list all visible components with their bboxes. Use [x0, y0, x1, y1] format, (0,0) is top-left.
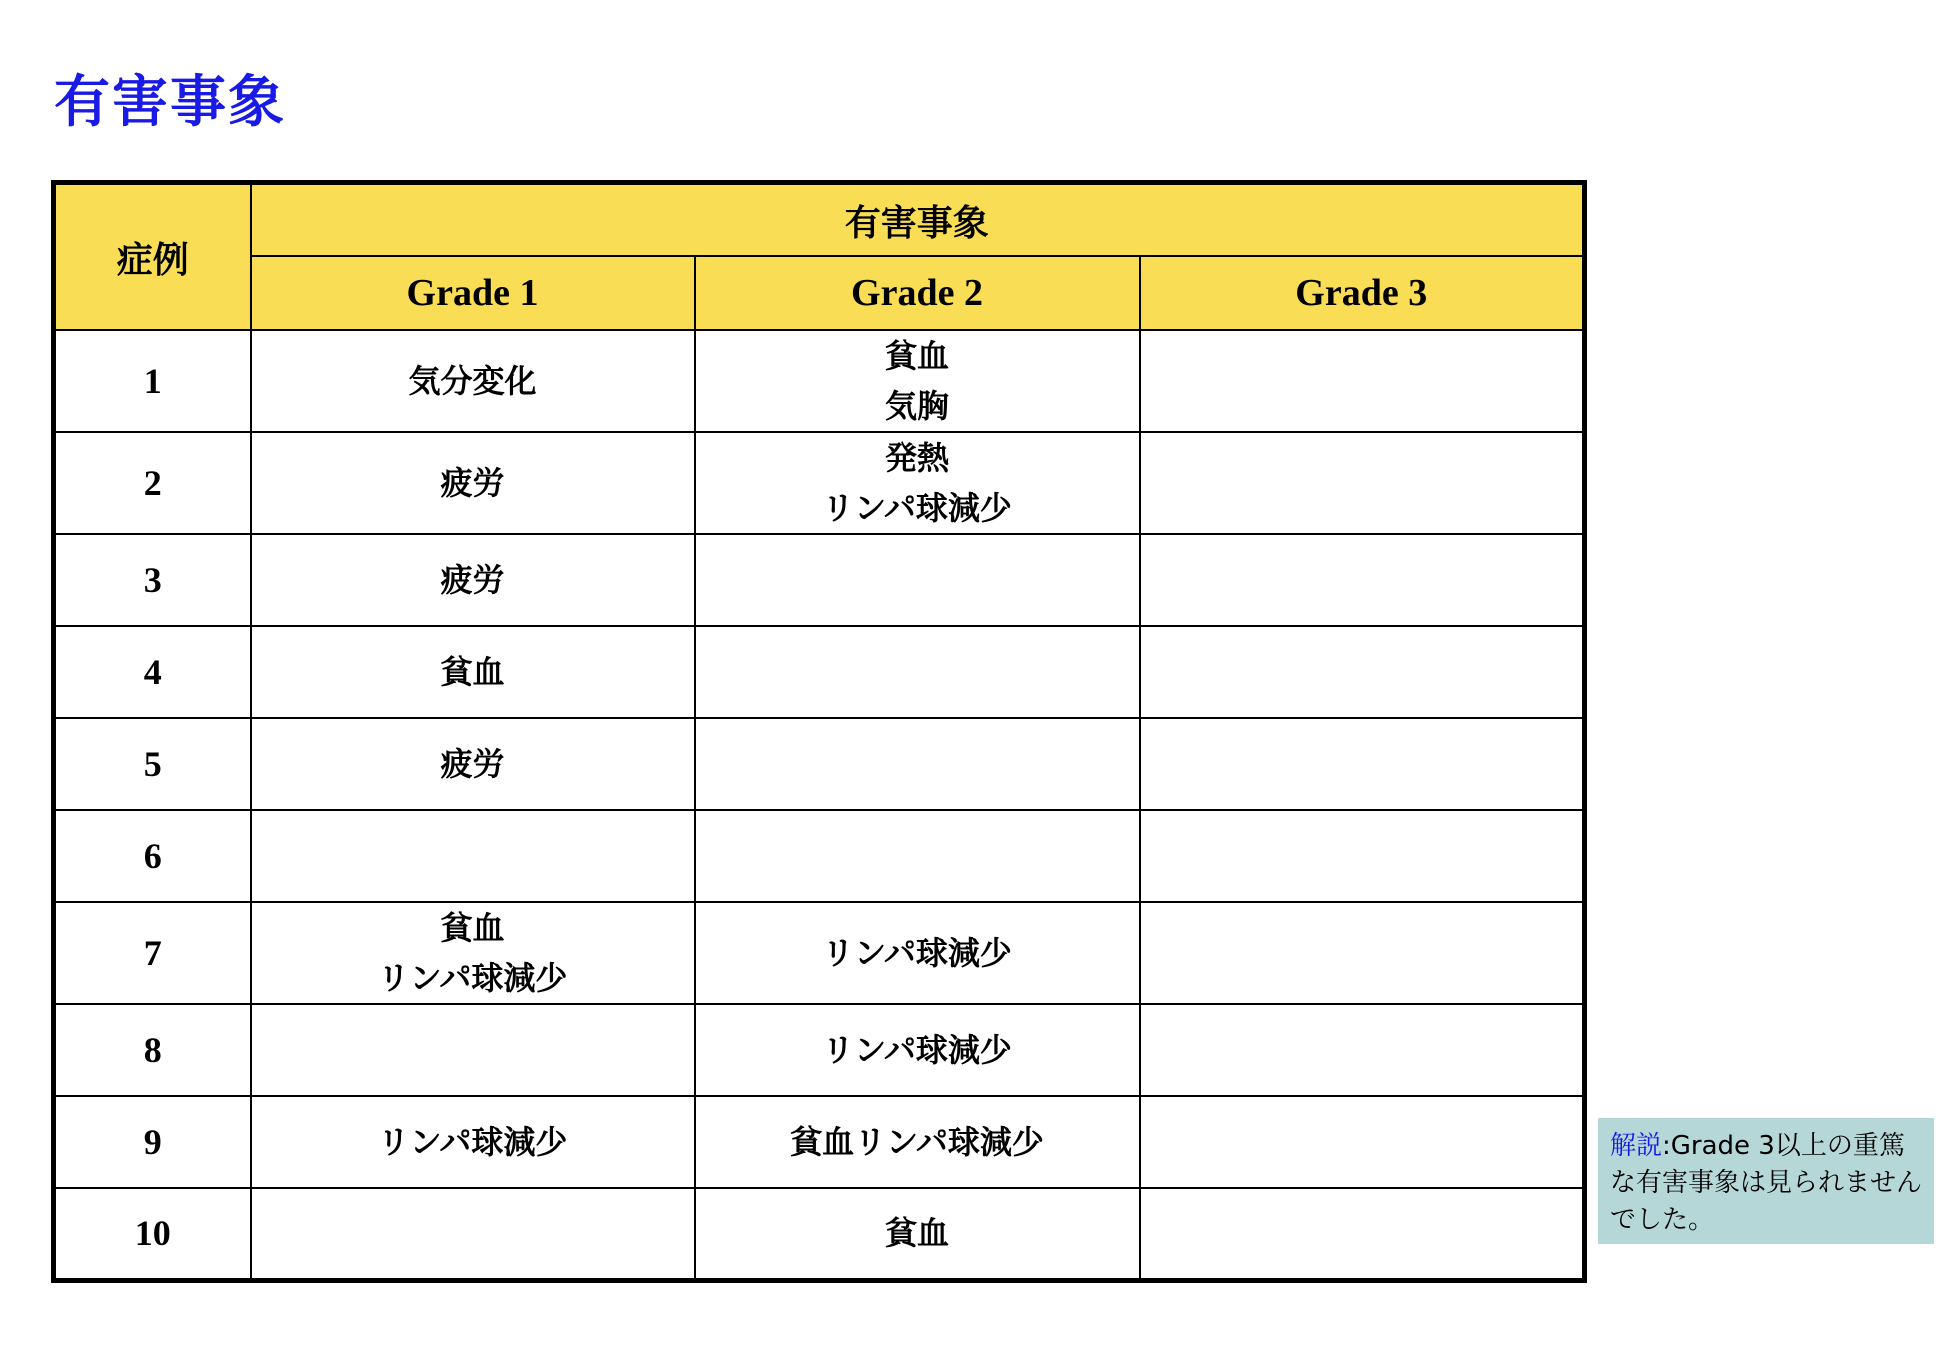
adverse-event-item: 貧血 [884, 337, 949, 375]
table-row [54, 626, 1585, 718]
grade-2-cell [695, 1188, 1140, 1280]
grade-3-cell [1140, 534, 1585, 626]
grade-3-header: Grade 3 [1140, 256, 1585, 330]
grade-1-cell [251, 718, 695, 810]
adverse-events-group-header: 有害事象 [251, 183, 1585, 257]
grade-2-cell [695, 330, 1140, 432]
table-row [54, 1096, 1585, 1188]
table-row [54, 1188, 1585, 1280]
adverse-event-item: リンパ球減少 [822, 1031, 1012, 1069]
case-number-cell: 6 [54, 810, 251, 902]
grade-2-cell [695, 718, 1140, 810]
table-row [54, 432, 1585, 534]
case-number-cell: 10 [54, 1188, 251, 1280]
grade-1-cell [251, 1096, 695, 1188]
grade-2-header: Grade 2 [695, 256, 1140, 330]
adverse-event-item: リンパ球減少 [822, 489, 1012, 527]
table-row [54, 330, 1585, 432]
page-title: 有害事象 [54, 70, 286, 135]
grade-1-cell [251, 1188, 695, 1280]
grade-3-cell [1140, 1188, 1585, 1280]
grade-1-cell [251, 432, 695, 534]
table-row [54, 1004, 1585, 1096]
table-row [54, 718, 1585, 810]
grade-2-cell [695, 432, 1140, 534]
grade-1-cell [251, 626, 695, 718]
grade-2-cell [695, 1096, 1140, 1188]
adverse-event-item: 発熱 [884, 439, 949, 477]
grade-3-cell [1140, 432, 1585, 534]
grade-3-cell [1140, 810, 1585, 902]
grade-3-cell [1140, 626, 1585, 718]
table-row [54, 534, 1585, 626]
note-text: :Grade 3以上の重篤な有害事象は見られませんでした。 [1610, 1131, 1923, 1235]
grade-1-cell [251, 1004, 695, 1096]
grade-3-cell [1140, 1096, 1585, 1188]
grade-3-cell [1140, 330, 1585, 432]
table-row [54, 902, 1585, 1004]
case-column-header: 症例 [54, 183, 251, 331]
grade-2-cell [695, 534, 1140, 626]
case-number-cell: 7 [54, 902, 251, 1004]
grade-2-cell [695, 810, 1140, 902]
adverse-event-item: 疲労 [440, 464, 505, 502]
note-box [1598, 1118, 1934, 1244]
adverse-event-item: 貧血 [440, 909, 505, 947]
grade-3-cell [1140, 718, 1585, 810]
case-number-cell: 1 [54, 330, 251, 432]
case-number-cell: 8 [54, 1004, 251, 1096]
grade-3-cell [1140, 1004, 1585, 1096]
table-body [54, 330, 1585, 1280]
case-number-cell: 5 [54, 718, 251, 810]
adverse-event-item: リンパ球減少 [377, 1123, 568, 1161]
adverse-events-table [51, 180, 1587, 1283]
adverse-event-item: リンパ球減少 [377, 959, 568, 997]
case-number-cell: 3 [54, 534, 251, 626]
grade-1-cell [251, 330, 695, 432]
table-row [54, 810, 1585, 902]
case-number-cell: 2 [54, 432, 251, 534]
adverse-event-item: リンパ球減少 [822, 934, 1012, 972]
grade-2-cell [695, 626, 1140, 718]
grade-2-cell [695, 1004, 1140, 1096]
adverse-event-item: 疲労 [440, 561, 505, 599]
adverse-event-item: 貧血 [440, 653, 505, 691]
grade-2-cell [695, 902, 1140, 1004]
grade-1-cell [251, 534, 695, 626]
case-number-cell: 9 [54, 1096, 251, 1188]
grade-1-cell [251, 810, 695, 902]
grade-1-cell [251, 902, 695, 1004]
adverse-event-item: 気胸 [884, 387, 949, 425]
adverse-event-item: 貧血 [884, 1214, 949, 1253]
adverse-event-item: 疲労 [440, 745, 505, 783]
grade-1-header: Grade 1 [251, 256, 695, 330]
case-number-cell: 4 [54, 626, 251, 718]
adverse-event-item: 気分変化 [408, 362, 537, 400]
grade-3-cell [1140, 902, 1585, 1004]
adverse-event-item: 貧血リンパ球減少 [790, 1123, 1044, 1161]
note-label: 解説 [1610, 1131, 1663, 1161]
